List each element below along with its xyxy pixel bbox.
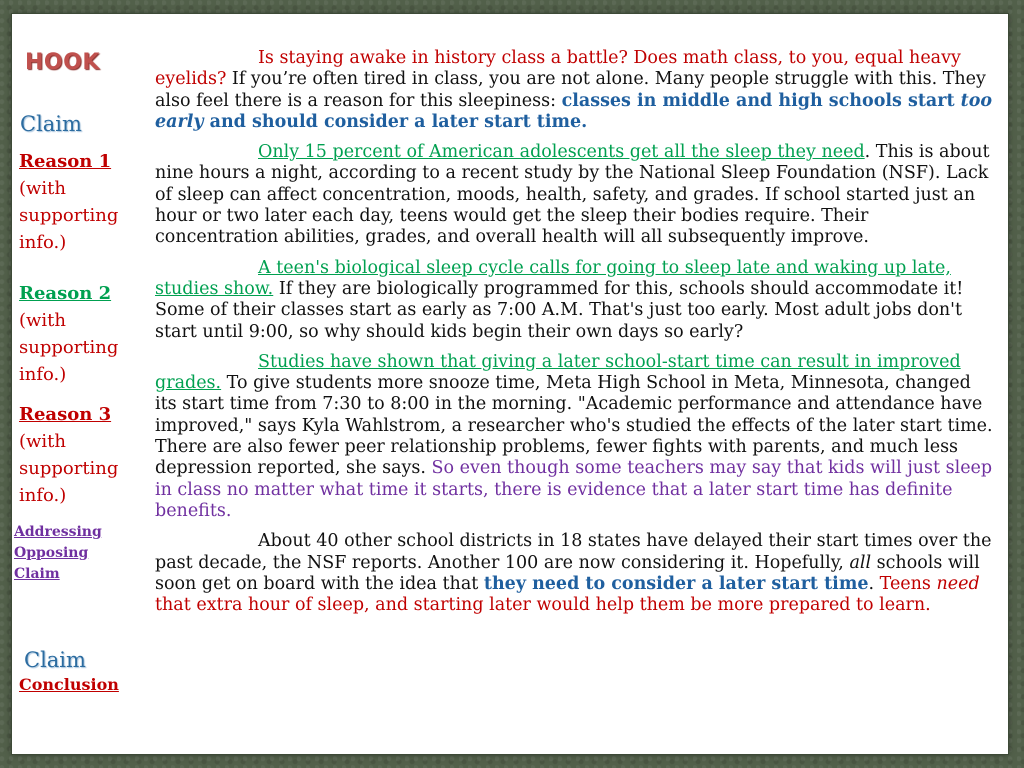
hook-label: HOOK	[25, 50, 100, 75]
conclusion-text-a: About 40 other school districts in 18 states have delayed their start times over the past decade, the NSF reports. Another 100 are now considering it. Hopefully,	[155, 531, 992, 573]
reason-1-text: Only 15 percent of American adolescents get all the sleep they need	[258, 142, 865, 163]
claim-restated-text: they need to consider a later start time	[483, 573, 869, 594]
opposing-claim-text: So even though some teachers may say that kids will just sleep in class no matter what time it starts, there is evidence that a later start time has definite benefits.	[155, 458, 993, 521]
reason-2-label	[19, 280, 144, 388]
paragraph-reason-2	[155, 258, 995, 343]
claim-text-a: classes in middle and high schools start	[561, 90, 961, 111]
claim-restated-label: Claim	[24, 648, 86, 672]
conclusion-text-e: that extra hour of sleep, and starting later would help them be more prepared to learn.	[155, 595, 931, 616]
conclusion-text-c: .	[868, 573, 880, 594]
conclusion-text-b: schools will soon get on board with the idea that	[155, 552, 980, 594]
conclusion-emphasis-all: all	[849, 552, 872, 573]
reason-2-supporting: (with supporting info.)	[19, 310, 119, 385]
reason-3-title: Reason 3	[19, 404, 112, 425]
reason-3-text: Studies have shown that giving a later school-start time can result in improved grades.	[155, 351, 961, 394]
intro-text: If you’re often tired in class, you are not alone. Many people struggle with this. They also feel there is a reason for this sleepiness:	[155, 69, 986, 111]
reason-1-support: . This is about nine hours a night, according to a recent study by the National Sleep Foundation (NSF). Lack of sleep can affect concentration, moods, health, safety, and grades. If school started just an hour or two later each day, teens would get the sleep their bodies require. Their concentration abilities, grades, and overall health will all subsequently improve.	[155, 142, 990, 248]
conclusion-emphasis-need: need	[936, 573, 980, 594]
reason-3-supporting: (with supporting info.)	[19, 431, 119, 506]
conclusion-label: Conclusion	[19, 675, 119, 694]
reason-3-support: To give students more snooze time, Meta High School in Meta, Minnesota, changed its start time from 7:30 to 8:00 in the morning. "Academic performance and attendance have improved," says Kyla Wahlstrom, a researcher who's studied the effects of the later start time. There are also fewer peer relationship problems, fewer fights with parents, and much less depression reported, she says.	[155, 373, 993, 479]
reason-2-text: A teen's biological sleep cycle calls for going to sleep late and waking up late, studies show.	[155, 257, 951, 299]
claim-label: Claim	[20, 112, 82, 136]
paragraph-reason-1	[155, 142, 995, 248]
claim-text-emphasis: too early	[155, 90, 993, 132]
reason-1-label	[19, 148, 144, 256]
reason-2-title: Reason 2	[19, 283, 112, 304]
reason-1-supporting: (with supporting info.)	[19, 178, 119, 253]
reason-1-title: Reason 1	[19, 151, 112, 172]
claim-text-b: and should consider a later start time.	[203, 111, 588, 132]
essay-body	[155, 48, 995, 625]
paragraph-conclusion	[155, 531, 995, 616]
addressing-opposing-claim-label: Addressing Opposing Claim	[14, 524, 102, 582]
reason-3-label	[19, 401, 144, 509]
hook-text: Is staying awake in history class a battle? Does math class, to you, equal heavy eyelids?	[155, 48, 961, 90]
reason-2-support: If they are biologically programmed for this, schools should accommodate it! Some of their classes start as early as 7:00 A.M. That's just too early. Most adult jobs don't start until 9:00, so why should kids begin their own days so early?	[155, 278, 964, 342]
conclusion-text-d: Teens	[879, 573, 937, 594]
paragraph-hook-claim	[155, 48, 995, 133]
slide	[12, 14, 1008, 754]
paragraph-reason-3	[155, 352, 995, 522]
